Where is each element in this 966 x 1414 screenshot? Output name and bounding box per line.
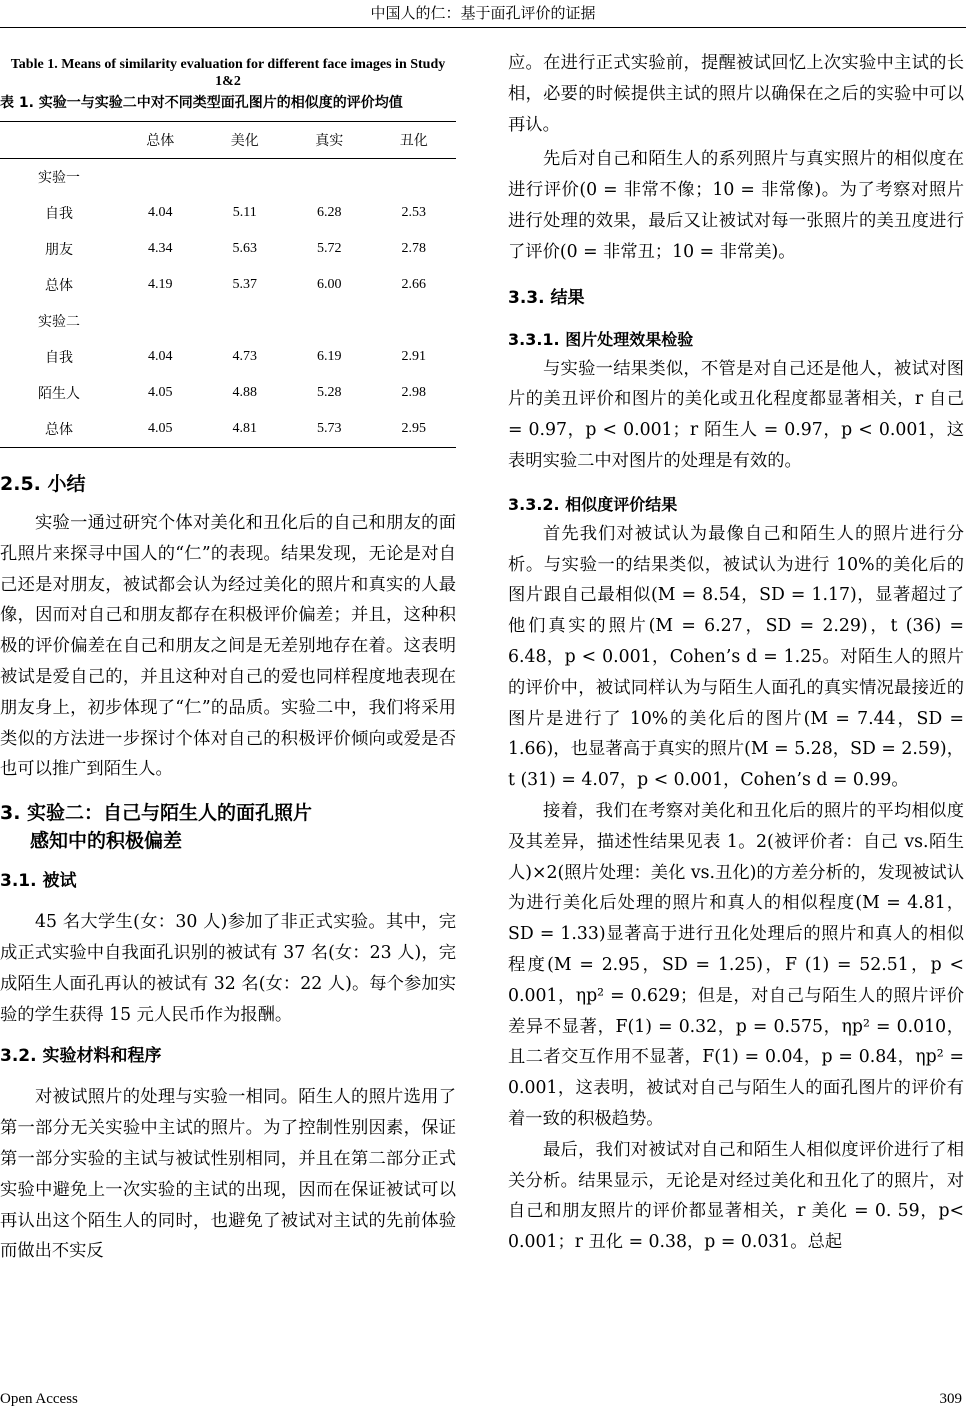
footer-open-access: Open Access	[0, 1391, 78, 1407]
table-cell: 自我	[45, 207, 73, 222]
table-cell: 4.73	[232, 349, 257, 364]
table-cell: 6.19	[317, 349, 342, 364]
table-cell: 2.78	[401, 241, 426, 256]
table-cell: 4.34	[148, 241, 173, 256]
page-number: 309	[939, 1391, 962, 1407]
table-cell: 5.72	[317, 241, 342, 256]
section-heading-3-3-2: 3.3.2. 相似度评价结果	[508, 494, 678, 514]
table-cell: 6.00	[317, 277, 342, 292]
table-cell: 4.88	[232, 385, 257, 400]
section-heading-3-3-1: 3.3.1. 图片处理效果检验	[508, 329, 694, 349]
table-cell: 总体	[45, 279, 73, 294]
table-cell: 2.66	[401, 277, 426, 292]
table-cell: 4.81	[232, 421, 257, 436]
table-cell: 2.95	[401, 421, 426, 436]
table-cell: 4.04	[148, 205, 173, 220]
table-header-cell	[0, 122, 118, 159]
table-cell: 2.91	[401, 349, 426, 364]
table-cell: 4.19	[148, 277, 173, 292]
table-row	[0, 411, 456, 448]
table-section-row	[0, 159, 456, 196]
paragraph-manipulation-check: 与实验一结果类似，不管是对自己还是他人，被试对图片的美丑评价和图片的美化或丑化程度都显著相关，r 自己 = 0.97，p < 0.001；r 陌生人 = 0.97，p < 0.001，这表明实验二中对图片的处理是有效的。	[508, 358, 964, 471]
table-cell: 2.53	[401, 205, 426, 220]
table-cell: 4.05	[148, 421, 173, 436]
header-rule	[0, 27, 966, 28]
table-cell: 总体	[45, 423, 73, 438]
table-cell: 4.04	[148, 349, 173, 364]
table-row	[0, 195, 456, 231]
paragraph-procedure: 先后对自己和陌生人的系列照片与真实照片的相似度在进行评价(0 = 非常不像；10 = 非常像)。为了考察对照片进行处理的效果，最后又让被试对每一张照片的美丑度进行了评价(0 = 非常丑；10 = 非常美)。	[508, 149, 964, 262]
table-cell: 陌生人	[38, 387, 80, 402]
paragraph-summary: 实验一通过研究个体对美化和丑化后的自己和朋友的面孔照片来探寻中国人的“仁”的表现。结果发现，无论是对自己还是对朋友，被试都会认为经过美化的照片和真实的人最像，因而对自己和朋友都存在积极评价偏差；并且，这种积极的评价偏差在自己和朋友之间是无差别地存在着。这表明被试是爱自己的，并且这种对自己的爱也同样程度地表现在朋友身上，初步体现了“仁”的品质。实验二中，我们将采用类似的方法进一步探讨个体对自己的积极评价倾向或爱是否也可以推广到陌生人。	[0, 513, 456, 780]
table-header-cell: 美化	[230, 134, 259, 149]
table-caption-zh: 表 1. 实验一与实验二中对不同类型面孔图片的相似度的评价均值	[0, 95, 403, 111]
table-section-label: 实验二	[38, 315, 80, 330]
section-heading-3-2: 3.2. 实验材料和程序	[0, 1046, 162, 1067]
table-header-cell: 总体	[146, 134, 175, 149]
table-row	[0, 267, 456, 303]
table-cell: 6.28	[317, 205, 342, 220]
table-row	[0, 231, 456, 267]
running-head: 中国人的仁：基于面孔评价的证据	[370, 4, 596, 22]
table-caption-en: Table 1. Means of similarity evaluation for different face images in Study 1&2	[10, 57, 446, 89]
table-cell: 朋友	[45, 243, 73, 258]
table-section-label: 实验一	[38, 171, 80, 186]
table-header-cell: 真实	[315, 134, 344, 149]
left-column	[0, 48, 456, 1267]
section-heading-3-line1: 3. 实验二：自己与陌生人的面孔照片	[0, 802, 313, 825]
paragraph-continuation: 应。在进行正式实验前，提醒被试回忆上次实验中主试的长相，必要的时候提供主试的照片以确保在之后的实验中可以再认。	[508, 53, 964, 135]
section-heading-3-1: 3.1. 被试	[0, 871, 77, 892]
paragraph-similarity-1: 首先我们对被试认为最像自己和陌生人的照片进行分析。与实验一的结果类似，被试认为进行 10%的美化后的图片跟自己最相似(M = 8.54，SD = 1.17)，显著超过了他们真实的照片(M = 6.27，SD = 2.29)，t (36) = 6.48，p < 0.001，Cohen’s d = 1.25。对陌生人的照片的评价中，被试同样认为与陌生人面孔的真实情况最接近的图片是进行了 10%的美化后的图片(M = 7.44，SD = 1.66)，也显著高于真实的照片(M = 5.28，SD = 2.59)，t (31) = 4.07，p < 0.001，Cohen’s d = 0.99。	[508, 523, 964, 791]
section-heading-3-line2: 感知中的积极偏差	[30, 830, 183, 853]
table-cell: 5.63	[232, 241, 257, 256]
paragraph-participants: 45 名大学生(女：30 人)参加了非正式实验。其中，完成正式实验中自我面孔识别的被试有 37 名(女：23 人)，完成陌生人面孔再认的被试有 32 名(女：22 人)。每个参加实验的学生获得 15 元人民币作为报酬。	[0, 912, 456, 1025]
table-row	[0, 375, 456, 411]
table-row	[0, 339, 456, 375]
paragraph-similarity-2: 接着，我们在考察对美化和丑化后的照片的平均相似度及其差异，描述性结果见表 1。2(被评价者：自己 vs.陌生人)×2(照片处理：美化 vs.丑化)的方差分析的，发现被试认为进行美化后处理的照片和真人的相似程度(M = 4.81，SD = 1.33)显著高于进行丑化处理后的照片和真人的相似程度(M = 2.95，SD = 1.25)，F (1) = 52.51，p < 0.001，ηp² = 0.629；但是，对自己与陌生人的照片评价差异不显著，F(1) = 0.32，p = 0.575，ηp² = 0.010，且二者交互作用不显著，F(1) = 0.04，p = 0.84，ηp² = 0.001，这表明，被试对自己与陌生人的面孔图片的评价有着一致的积极趋势。	[508, 800, 964, 1129]
section-heading-3-3: 3.3. 结果	[508, 287, 585, 308]
table-cell: 5.73	[317, 421, 342, 436]
table-header-cell: 丑化	[399, 134, 428, 149]
table-header-row	[0, 122, 456, 159]
table-cell: 4.05	[148, 385, 173, 400]
table-cell: 2.98	[401, 385, 426, 400]
table-cell: 5.37	[232, 277, 257, 292]
right-column	[508, 48, 964, 1258]
table-cell: 自我	[45, 351, 73, 366]
table-section-row	[0, 303, 456, 339]
section-heading-2-5: 2.5. 小结	[0, 473, 86, 495]
paragraph-materials: 对被试照片的处理与实验一相同。陌生人的照片选用了第一部分无关实验中主试的照片。为了控制性别因素，保证第一部分实验的主试与被试性别相同，并且在第二部分正式实验中避免上一次实验的主试的出现，因而在保证被试可以再认出这个陌生人的同时，也避免了被试对主试的先前体验而做出不实反	[0, 1087, 456, 1262]
table-1	[0, 121, 456, 448]
paragraph-similarity-3: 最后，我们对被试对自己和陌生人相似度评价进行了相关分析。结果显示，无论是对经过美化和丑化了的照片，对自己和朋友照片的评价都显著相关，r 美化 = 0. 59，p< 0.001；r 丑化 = 0.38，p = 0.031。总起	[508, 1139, 964, 1253]
table-cell: 5.11	[232, 205, 257, 220]
table-cell: 5.28	[317, 385, 342, 400]
